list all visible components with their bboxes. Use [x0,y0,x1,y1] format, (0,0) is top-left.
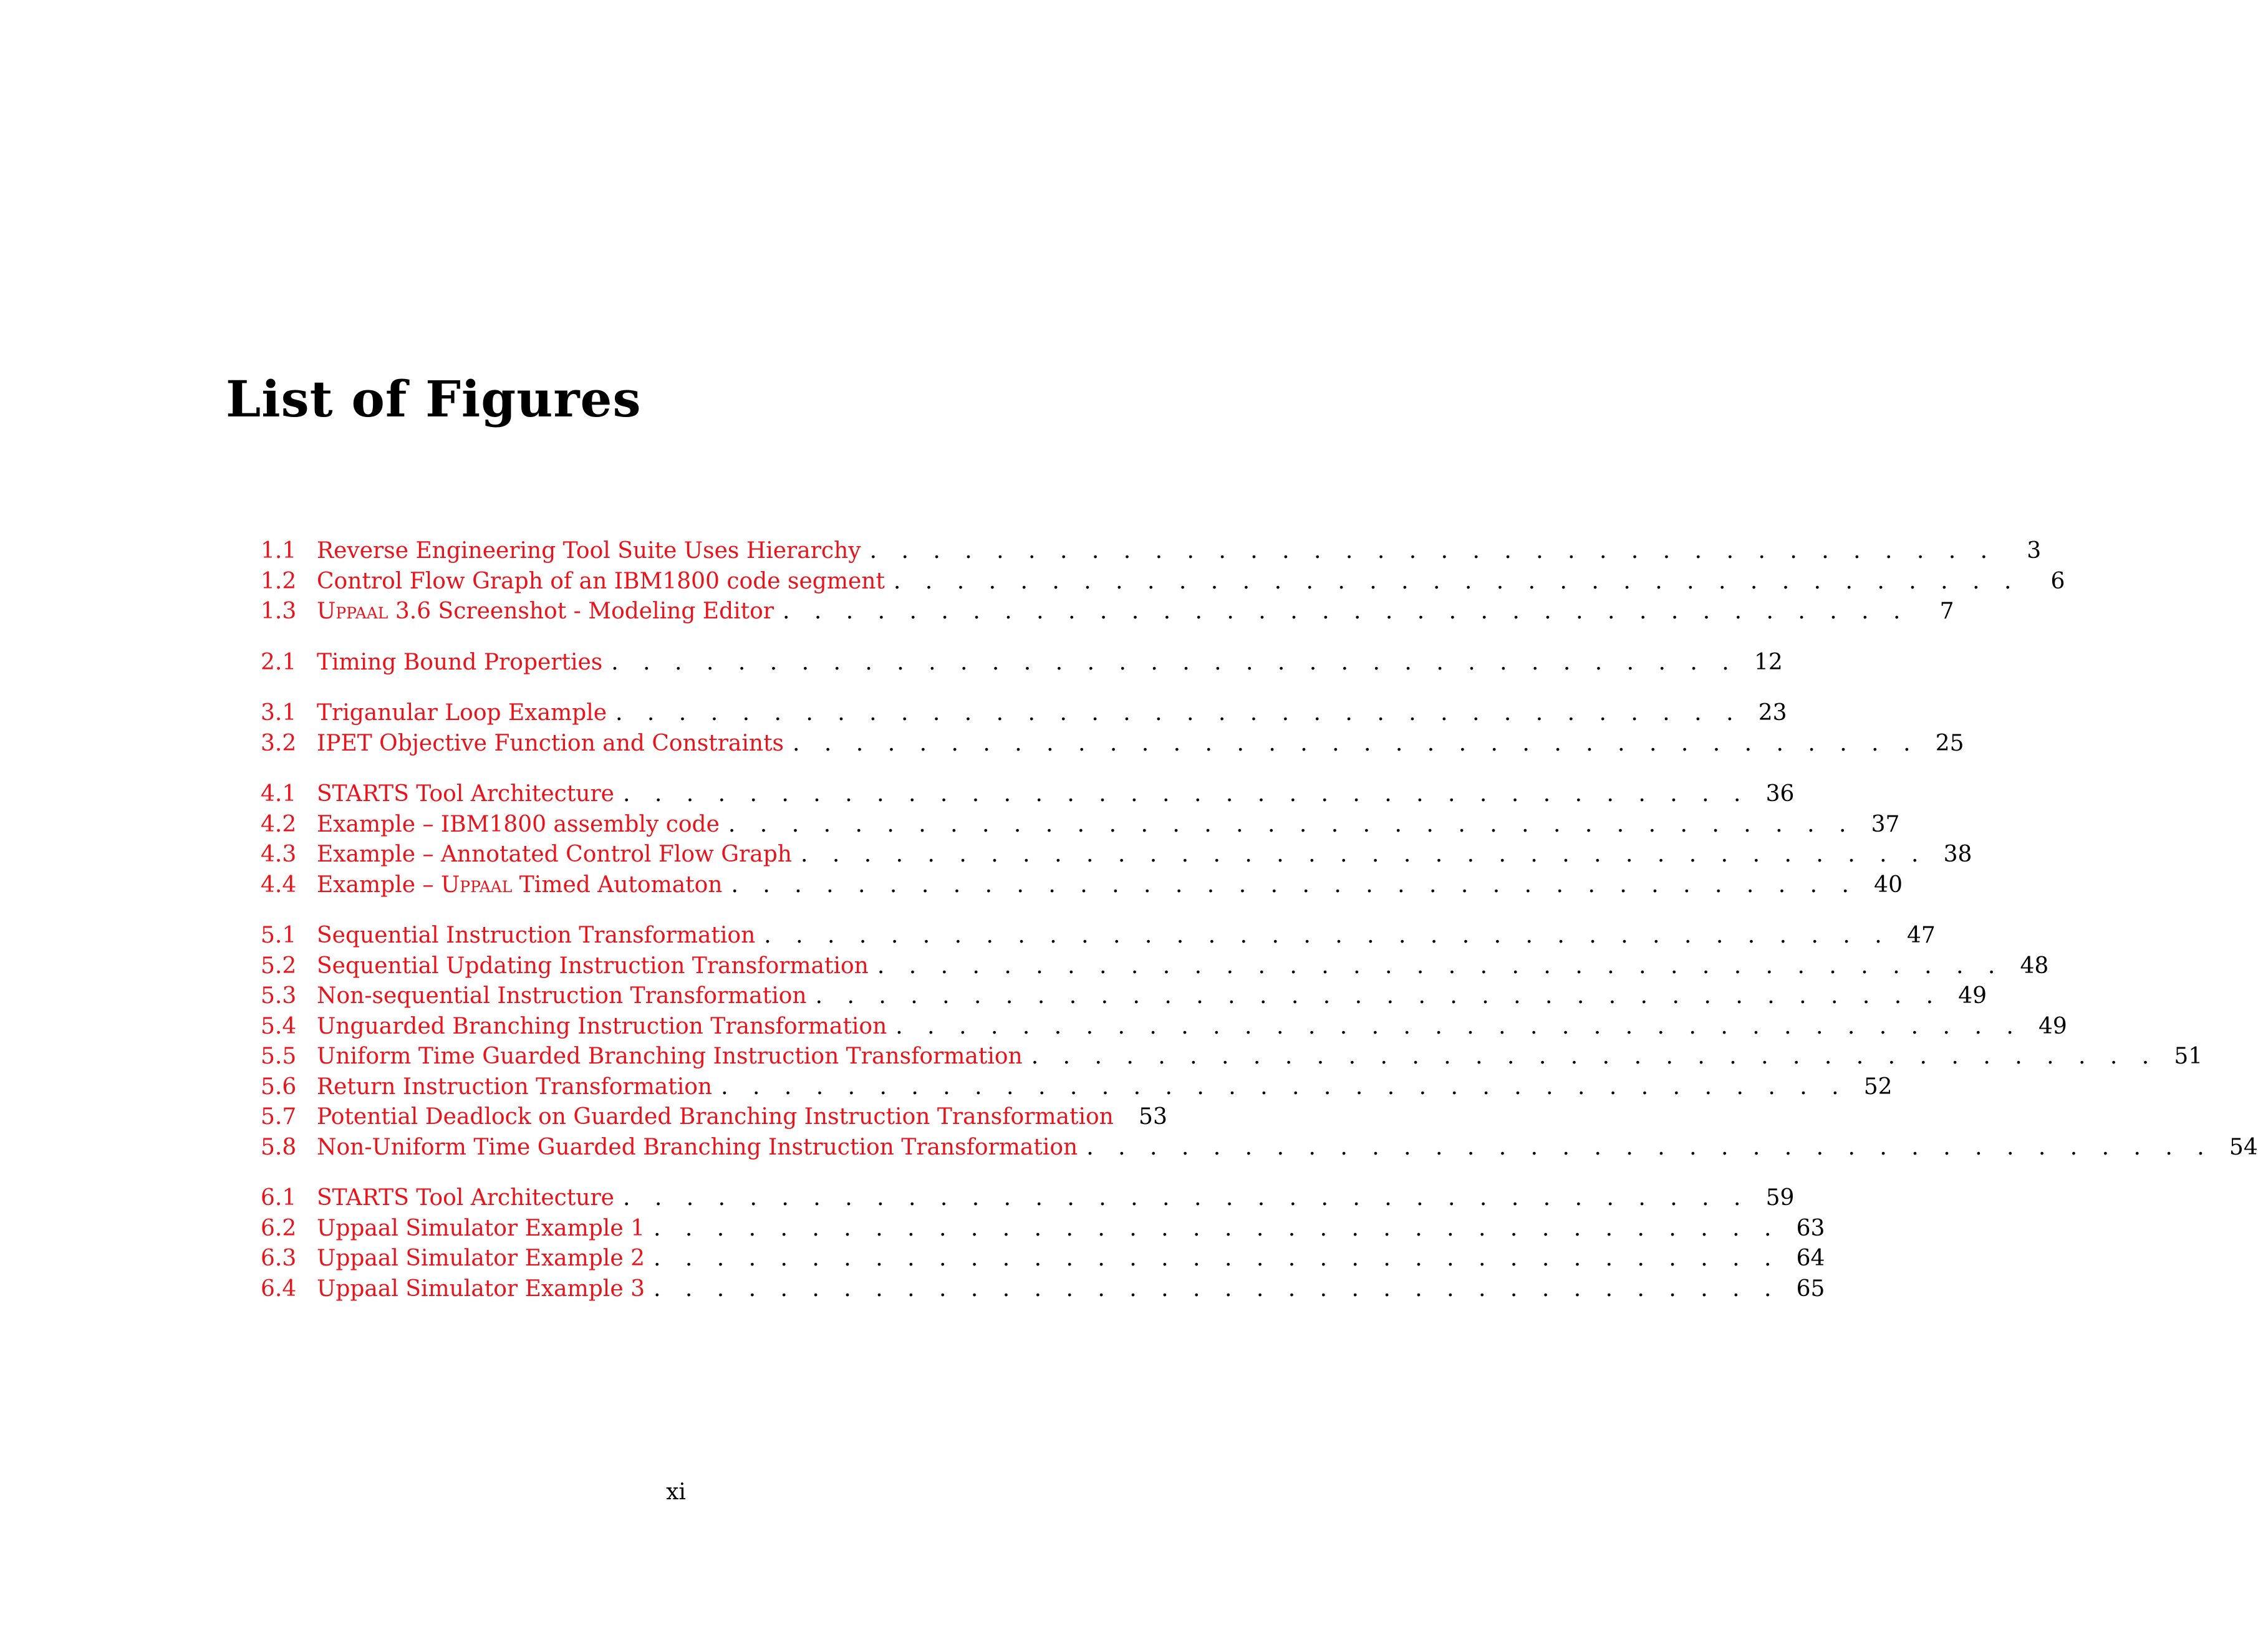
figure-title[interactable]: Sequential Updating Instruction Transformation [317,953,869,979]
page-number: 7 [1939,598,1954,624]
figure-entry-3-2[interactable] [261,729,1964,759]
figure-entry-4-4[interactable] [261,870,1903,901]
figure-number[interactable]: 5.7 [261,1104,297,1130]
page-number: 47 [1906,923,1936,948]
dot-leader: . . . . . . . . . . . . . . . . . . . . . . . . . . . . . . . . . . . . [793,730,1919,756]
page-number: 3 [2027,538,2042,564]
page-number: 49 [2038,1013,2067,1039]
figure-number[interactable]: 6.2 [261,1215,297,1241]
dot-leader: . . . . . . . . . . . . . . . . . . . . . . . . . . . . . . . . . . . . [764,923,1891,948]
dot-leader: . . . . . . . . . . . . . . . . . . . . . . . . . . . . . . . . . . . . [653,1246,1780,1271]
figure-title[interactable]: Potential Deadlock on Guarded Branching Instruction Transformation [317,1104,1114,1130]
figure-entry-5-7[interactable] [261,1102,1167,1133]
dot-leader: . . . . . . . . . . . . . . . . . . . . . . . . . . . . . . . . . . . . [611,649,1738,675]
figure-number[interactable]: 3.1 [261,700,297,726]
figure-title-rest: 3.6 Screenshot - Modeling Editor [388,598,774,624]
figure-entry-6-2[interactable] [261,1214,1825,1244]
figure-number[interactable]: 6.3 [261,1246,297,1271]
figure-title-rest: Timed Automaton [512,872,723,898]
page-number: 25 [1935,730,1964,756]
figure-number[interactable]: 2.1 [261,649,297,675]
page-number: 59 [1765,1185,1795,1211]
page-number: 65 [1796,1275,1825,1302]
chapter-1-group [261,536,2065,627]
figure-title[interactable]: Timing Bound Properties [317,649,603,675]
figure-number[interactable]: 1.3 [261,598,297,624]
figure-entry-6-3[interactable] [261,1244,1825,1274]
figure-number[interactable]: 4.1 [261,781,297,807]
page-number: 38 [1943,842,1972,867]
figure-title[interactable]: Non-sequential Instruction Transformation [317,983,807,1009]
chapter-6-group [261,1183,1825,1304]
figure-number[interactable]: 4.2 [261,811,297,837]
figure-number[interactable]: 3.2 [261,730,297,756]
figure-title[interactable]: STARTS Tool Architecture [317,781,614,807]
figure-title[interactable] [317,597,774,627]
chapter-3-group [261,698,1964,759]
figure-title[interactable]: Control Flow Graph of an IBM1800 code segment [317,568,885,594]
figure-entry-5-6[interactable] [261,1072,1893,1103]
figure-number[interactable]: 1.1 [261,538,297,564]
figure-number[interactable]: 5.2 [261,953,297,979]
figure-number[interactable]: 4.4 [261,872,297,898]
dot-leader: . . . . . . . . . . . . . . . . . . . . . . . . . . . . . . . . . . . . [1086,1134,2213,1160]
figure-entry-5-1[interactable] [261,921,1936,951]
figure-title[interactable]: Uniform Time Guarded Branching Instruction Transformation [317,1044,1023,1069]
figure-title-pre: Example – [317,872,441,898]
dot-leader: . . . . . . . . . . . . . . . . . . . . . . . . . . . . . . . . . . . . [731,872,1858,898]
figure-number[interactable]: 5.4 [261,1013,297,1039]
dot-leader: . . . . . . . . . . . . . . . . . . . . . . . . . . . . . . . . . . . . [721,1073,1848,1100]
page-number: 40 [1874,872,1903,898]
figure-entry-5-5[interactable] [261,1042,2203,1072]
figure-number[interactable]: 5.8 [261,1134,297,1160]
uppaal-smallcaps: Uppaal [440,872,513,898]
page-number: 48 [2020,953,2049,979]
page-number: 49 [1958,983,1987,1009]
figure-number[interactable]: 4.3 [261,842,297,867]
page-number: 52 [1863,1073,1893,1100]
figure-entry-5-3[interactable] [261,981,1987,1012]
page-number: 36 [1765,781,1795,807]
dot-leader: . . . . . . . . . . . . . . . . . . . . . . . . . . . . . . . . . . . . [653,1215,1780,1241]
figure-title[interactable]: Example – IBM1800 assembly code [317,811,720,837]
dot-leader: . . . . . . . . . . . . . . . . . . . . . . . . . . . . . . . . . . . . [622,1185,1750,1211]
figure-entry-5-8[interactable] [261,1133,2258,1163]
figure-entry-5-4[interactable] [261,1012,2067,1042]
chapter-5-group [261,921,2258,1163]
figure-title[interactable]: STARTS Tool Architecture [317,1185,614,1211]
page-folio: xi [666,1479,686,1505]
figure-entry-6-1[interactable] [261,1183,1795,1214]
page-number: 63 [1796,1215,1825,1241]
page-title: List of Figures [226,370,642,428]
page-number: 64 [1796,1246,1825,1271]
figure-title[interactable]: Uppaal Simulator Example 1 [317,1215,645,1241]
figure-title[interactable]: Uppaal Simulator Example 3 [317,1275,645,1302]
figure-entry-4-2[interactable] [261,810,1900,840]
dot-leader: . . . . . . . . . . . . . . . . . . . . . . . . . . . . . . . . . . . . [893,568,2020,594]
figure-title[interactable]: Non-Uniform Time Guarded Branching Instruction Transformation [317,1134,1078,1160]
dot-leader: . . . . . . . . . . . . . . . . . . . . . . . . . . . . . . . . . . . . [783,598,1909,624]
figure-title[interactable] [317,870,723,901]
dot-leader: . . . . . . . . . . . . . . . . . . . . . . . . . . . . . . . . . . . . [653,1275,1780,1302]
figure-entry-1-2[interactable] [261,567,2065,597]
page-number: 51 [2174,1044,2203,1069]
page-number: 54 [2229,1134,2258,1160]
figure-number[interactable]: 5.6 [261,1073,297,1100]
dot-leader: . . . . . . . . . . . . . . . . . . . . . . . . . . . . . . . . . . . . [622,781,1750,807]
chapter-2-group [261,648,1783,678]
figure-number[interactable]: 5.5 [261,1044,297,1069]
figure-number[interactable]: 6.4 [261,1275,297,1302]
dot-leader: . . . . . . . . . . . . . . . . . . . . . . . . . . . . . . . . . . . . [1031,1044,2158,1069]
uppaal-smallcaps: Uppaal [317,598,388,624]
figure-number[interactable]: 6.1 [261,1185,297,1211]
figure-title[interactable]: Triganular Loop Example [317,700,607,726]
figure-entry-1-1[interactable] [261,536,2042,567]
figure-entry-4-1[interactable] [261,779,1795,810]
figure-number[interactable]: 1.2 [261,568,297,594]
page-number: 23 [1758,700,1787,726]
figure-title[interactable]: Return Instruction Transformation [317,1073,713,1100]
figure-entry-1-3[interactable] [261,597,1954,627]
dot-leader: . . . . . . . . . . . . . . . . . . . . . . . . . . . . . . . . . . . . [895,1013,2022,1039]
dot-leader: . . . . . . . . . . . . . . . . . . . . . . . . . . . . . . . . . . . . [815,983,1942,1009]
page-number: 53 [1139,1104,1167,1130]
figure-entry-6-4[interactable] [261,1274,1825,1305]
dot-leader: . . . . . . . . . . . . . . . . . . . . . . . . . . . . . . . . . . . . [615,700,1742,726]
page-number: 6 [2050,568,2065,594]
figure-title[interactable]: Unguarded Branching Instruction Transformation [317,1013,887,1039]
figure-number[interactable]: 5.3 [261,983,297,1009]
figure-entry-4-3[interactable] [261,840,1972,870]
figure-title[interactable]: Reverse Engineering Tool Suite Uses Hierarchy [317,538,861,564]
dot-leader: . . . . . . . . . . . . . . . . . . . . . . . . . . . . . . . . . . . . [877,953,2004,979]
page-number: 12 [1754,649,1783,675]
figure-title[interactable]: IPET Objective Function and Constraints [317,730,784,756]
figure-title[interactable]: Uppaal Simulator Example 2 [317,1246,645,1271]
dot-leader: . . . . . . . . . . . . . . . . . . . . . . . . . . . . . . . . . . . . [800,842,1928,867]
page-number: 37 [1871,811,1900,837]
chapter-4-group [261,779,1972,900]
figure-entry-2-1[interactable] [261,648,1783,678]
figure-title[interactable]: Example – Annotated Control Flow Graph [317,842,792,867]
figure-entry-3-1[interactable] [261,698,1787,729]
figure-number[interactable]: 5.1 [261,923,297,948]
figure-entry-5-2[interactable] [261,951,2049,982]
figure-title[interactable]: Sequential Instruction Transformation [317,923,756,948]
dot-leader: . . . . . . . . . . . . . . . . . . . . . . . . . . . . . . . . . . . . [869,538,1997,564]
list-of-figures [261,536,2258,1325]
dot-leader: . . . . . . . . . . . . . . . . . . . . . . . . . . . . . . . . . . . . [728,811,1855,837]
